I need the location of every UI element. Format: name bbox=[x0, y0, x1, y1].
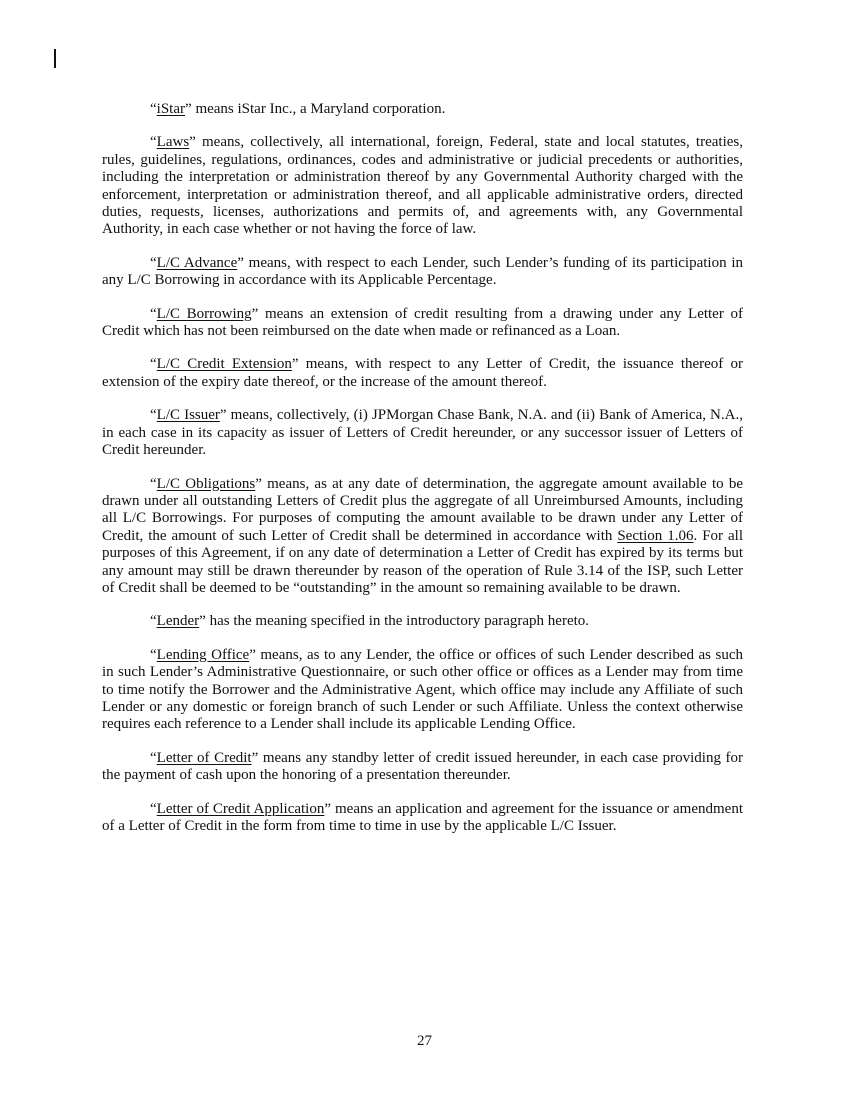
defined-term: L/C Obligations bbox=[156, 475, 256, 492]
definition-lc-advance: “L/C Advance” means, with respect to each Lender, such Lender’s funding of its participation in any L/C Borrowing in accordance with its Applicable Percentage. bbox=[102, 254, 743, 289]
definition-lc-obligations: “L/C Obligations” means, as at any date of determination, the aggregate amount available to be drawn under all outstanding Letters of Credit plus the aggregate of all Unreimbursed Amounts, including all L/C Borrowings. For purposes of computing the amount available to be drawn under any Letter of Credit, the amount of such Letter of Credit shall be determined in accordance with Section 1.06. For all purposes of this Agreement, if on any date of determination a Letter of Credit has expired by its terms but any amount may still be drawn thereunder by reason of the operation of Rule 3.14 of the ISP, such Letter of Credit shall be deemed to be “outstanding” in the amount so remaining available to be drawn. bbox=[102, 475, 743, 596]
page-number: 27 bbox=[417, 1033, 432, 1049]
definition-text: means an application and agreement for the issuance or amendment of a Letter of Credit in the form from time to time in use by the applicable L/C Issuer. bbox=[102, 800, 743, 834]
definition-text: means, with respect to each Lender, such Lender’s funding of its participation in any L/C Borrowing in accordance with its Applicable Percentage. bbox=[102, 254, 743, 289]
definition-lc-borrowing: “L/C Borrowing” means an extension of credit resulting from a drawing under any Letter of Credit which has not been reimbursed on the date when made or refinanced as a Loan. bbox=[102, 305, 743, 340]
definition-text: means, collectively, (i) JPMorgan Chase Bank, N.A. and (ii) Bank of America, N.A., in each case in its capacity as issuer of Letters of Credit hereunder, or any successor issuer of Letters of Credit hereunder. bbox=[102, 407, 743, 459]
definition-text: means, as at any date of determination, the aggregate amount available to be drawn under all outstanding Letters of Credit plus the aggregate of all Unreimbursed Amounts, including all L/C Borrowings. For purposes of computing the amount available to be drawn under any Letter of Credit, the amount of such Letter of Credit shall be determined in accordance with bbox=[102, 475, 743, 544]
revision-change-bar bbox=[54, 49, 56, 68]
definition-text: means iStar Inc., a Maryland corporation. bbox=[191, 101, 446, 117]
definition-text: means, collectively, all international, foreign, Federal, state and local statutes, treaties, rules, guidelines, regulations, ordinances, codes and administrative or judicial precedents or authorities, including the interpretation or administration thereof by any Governmental Authority charged with the enforcement, interpretation or administration thereof, and all applicable administrative orders, directed duties, requests, licenses, authorizations and permits of, and agreements with, any Governmental Authority, in each case whether or not having the force of law. bbox=[102, 134, 743, 238]
definition-laws: “Laws” means, collectively, all international, foreign, Federal, state and local statutes, treaties, rules, guidelines, regulations, ordinances, codes and administrative or judicial precedents or authorities, including the interpretation or administration thereof by any Governmental Authority charged with the enforcement, interpretation or administration thereof, and all applicable administrative orders, directed duties, requests, licenses, authorizations and permits of, and agreements with, any Governmental Authority, in each case whether or not having the force of law. bbox=[102, 134, 743, 238]
definition-istar: “iStar” means iStar Inc., a Maryland corporation. bbox=[150, 101, 446, 117]
definition-letter-of-credit-application: “Letter of Credit Application” means an application and agreement for the issuance or amendment of a Letter of Credit in the form from time to time in use by the applicable L/C Issuer. bbox=[102, 800, 743, 834]
definitions-section bbox=[102, 101, 743, 851]
definition-text: has the meaning specified in the introductory paragraph hereto. bbox=[205, 613, 590, 630]
defined-term: iStar bbox=[156, 101, 186, 117]
definition-lending-office: “Lending Office” means, as to any Lender, the office or offices of such Lender described as such in such Lender’s Administrative Questionnaire, or such other office or offices as a Lender may from time to time notify the Borrower and the Administrative Agent, which office may include any Affiliate of such Lender or any domestic or foreign branch of such Lender or such Affiliate. Unless the context otherwise requires each reference to a Lender shall include its applicable Lending Office. bbox=[102, 646, 743, 733]
defined-term: Letter of Credit bbox=[156, 749, 252, 766]
defined-term: Lending Office bbox=[156, 646, 250, 663]
definition-text: means any standby letter of credit issued hereunder, in each case providing for the payment of cash upon the honoring of a presentation thereunder. bbox=[102, 749, 744, 784]
definition-text: means an extension of credit resulting from a drawing under any Letter of Credit which has not been reimbursed on the date when made or refinanced as a Loan. bbox=[102, 305, 743, 340]
definition-lc-issuer: “L/C Issuer” means, collectively, (i) JPMorgan Chase Bank, N.A. and (ii) Bank of America, N.A., in each case in its capacity as issuer of Letters of Credit hereunder, or any successor issuer of Letters of Credit hereunder. bbox=[102, 407, 743, 459]
defined-term: Laws bbox=[156, 134, 190, 151]
definition-letter-of-credit: “Letter of Credit” means any standby letter of credit issued hereunder, in each case providing for the payment of cash upon the honoring of a presentation thereunder. bbox=[102, 749, 744, 784]
section-reference-link[interactable]: Section 1.06 bbox=[617, 527, 694, 544]
definition-text: means, as to any Lender, the office or offices of such Lender described as such in such Lender’s Administrative Questionnaire, or such other office or offices as a Lender may from time to time notify the Borrower and the Administrative Agent, which office may include any Affiliate of such Lender or any domestic or foreign branch of such Lender or such Affiliate. Unless the context otherwise requires each reference to a Lender shall include its applicable Lending Office. bbox=[102, 646, 743, 733]
definition-lc-credit-extension: “L/C Credit Extension” means, with respect to any Letter of Credit, the issuance thereof or extension of the expiry date thereof, or the increase of the amount thereof. bbox=[102, 356, 743, 390]
defined-term: Lender bbox=[156, 613, 200, 630]
definition-text: means, with respect to any Letter of Credit, the issuance thereof or extension of the expiry date thereof, or the increase of the amount thereof. bbox=[102, 356, 743, 390]
defined-term: L/C Borrowing bbox=[156, 305, 252, 322]
definition-lender: “Lender” has the meaning specified in the introductory paragraph hereto. bbox=[150, 613, 590, 630]
definition-text-continued: . For all purposes of this Agreement, if on any date of determination a Letter of Credit has expired by its terms but any amount may still be drawn thereunder by reason of the operation of Rule 3.14 of the ISP, such Letter of Credit shall be deemed to be “outstanding” in the amount so remaining available to be drawn. bbox=[102, 527, 743, 596]
defined-term: L/C Issuer bbox=[156, 407, 220, 424]
defined-term: Letter of Credit Application bbox=[156, 800, 325, 817]
defined-term: L/C Credit Extension bbox=[156, 356, 292, 373]
defined-term: L/C Advance bbox=[156, 254, 238, 271]
